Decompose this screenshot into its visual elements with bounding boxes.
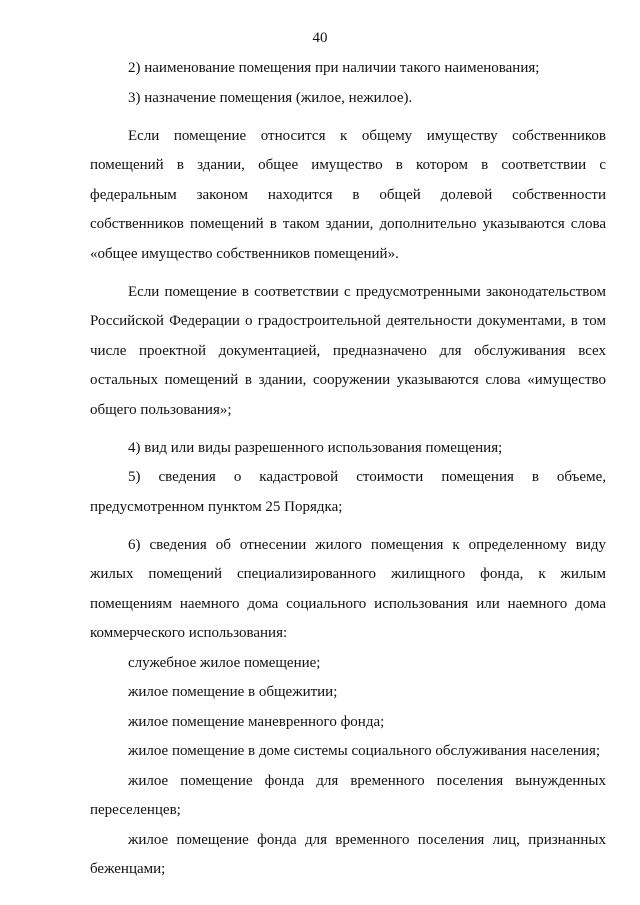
paragraph-item-5: 5) сведения о кадастровой стоимости помещения в объеме, предусмотренном пунктом 25 Порядка;	[90, 469, 606, 515]
paragraph-item-2: 2) наименование помещения при наличии такого наименования;	[128, 60, 540, 76]
page-number: 40	[312, 30, 328, 46]
list-item: служебное жилое помещение;	[128, 654, 321, 671]
paragraph-common-property: Если помещение относится к общему имуществу собственников помещений в здании, общее имущество в котором в соответствии с федеральным законом находится в общей долевой собственности собственников помещений в таком здании, дополнительно указываются слова «общее имущество собственников помещений».	[90, 127, 606, 262]
list-item: жилое помещение в общежитии;	[128, 684, 338, 700]
paragraph-common-use-property: Если помещение в соответствии с предусмотренными законодательством Российской Федерации о градостроительной деятельности документами, в том числе проектной документацией, предназначено для обслуживания всех остальных помещений в здании, сооружении указываются слова «имущество общего пользования»;	[90, 283, 606, 418]
paragraph-item-4: 4) вид или виды разрешенного использования помещения;	[128, 439, 503, 456]
list-item: жилое помещение в доме системы социального обслуживания населения;	[128, 743, 601, 759]
list-item: жилое помещение маневренного фонда;	[128, 713, 385, 730]
list-item: жилое помещение фонда для временного поселения вынужденных переселенцев;	[90, 772, 606, 818]
list-item: жилое помещение фонда для временного поселения лиц, признанных беженцами;	[90, 831, 606, 877]
paragraph-item-6: 6) сведения об отнесении жилого помещения к определенному виду жилых помещений специализированного жилищного фонда, к жилым помещениям наемного дома социального использования или наемного дома коммерческого использования:	[90, 536, 606, 641]
document-body	[90, 54, 606, 885]
paragraph-item-3: 3) назначение помещения (жилое, нежилое).	[128, 89, 413, 106]
